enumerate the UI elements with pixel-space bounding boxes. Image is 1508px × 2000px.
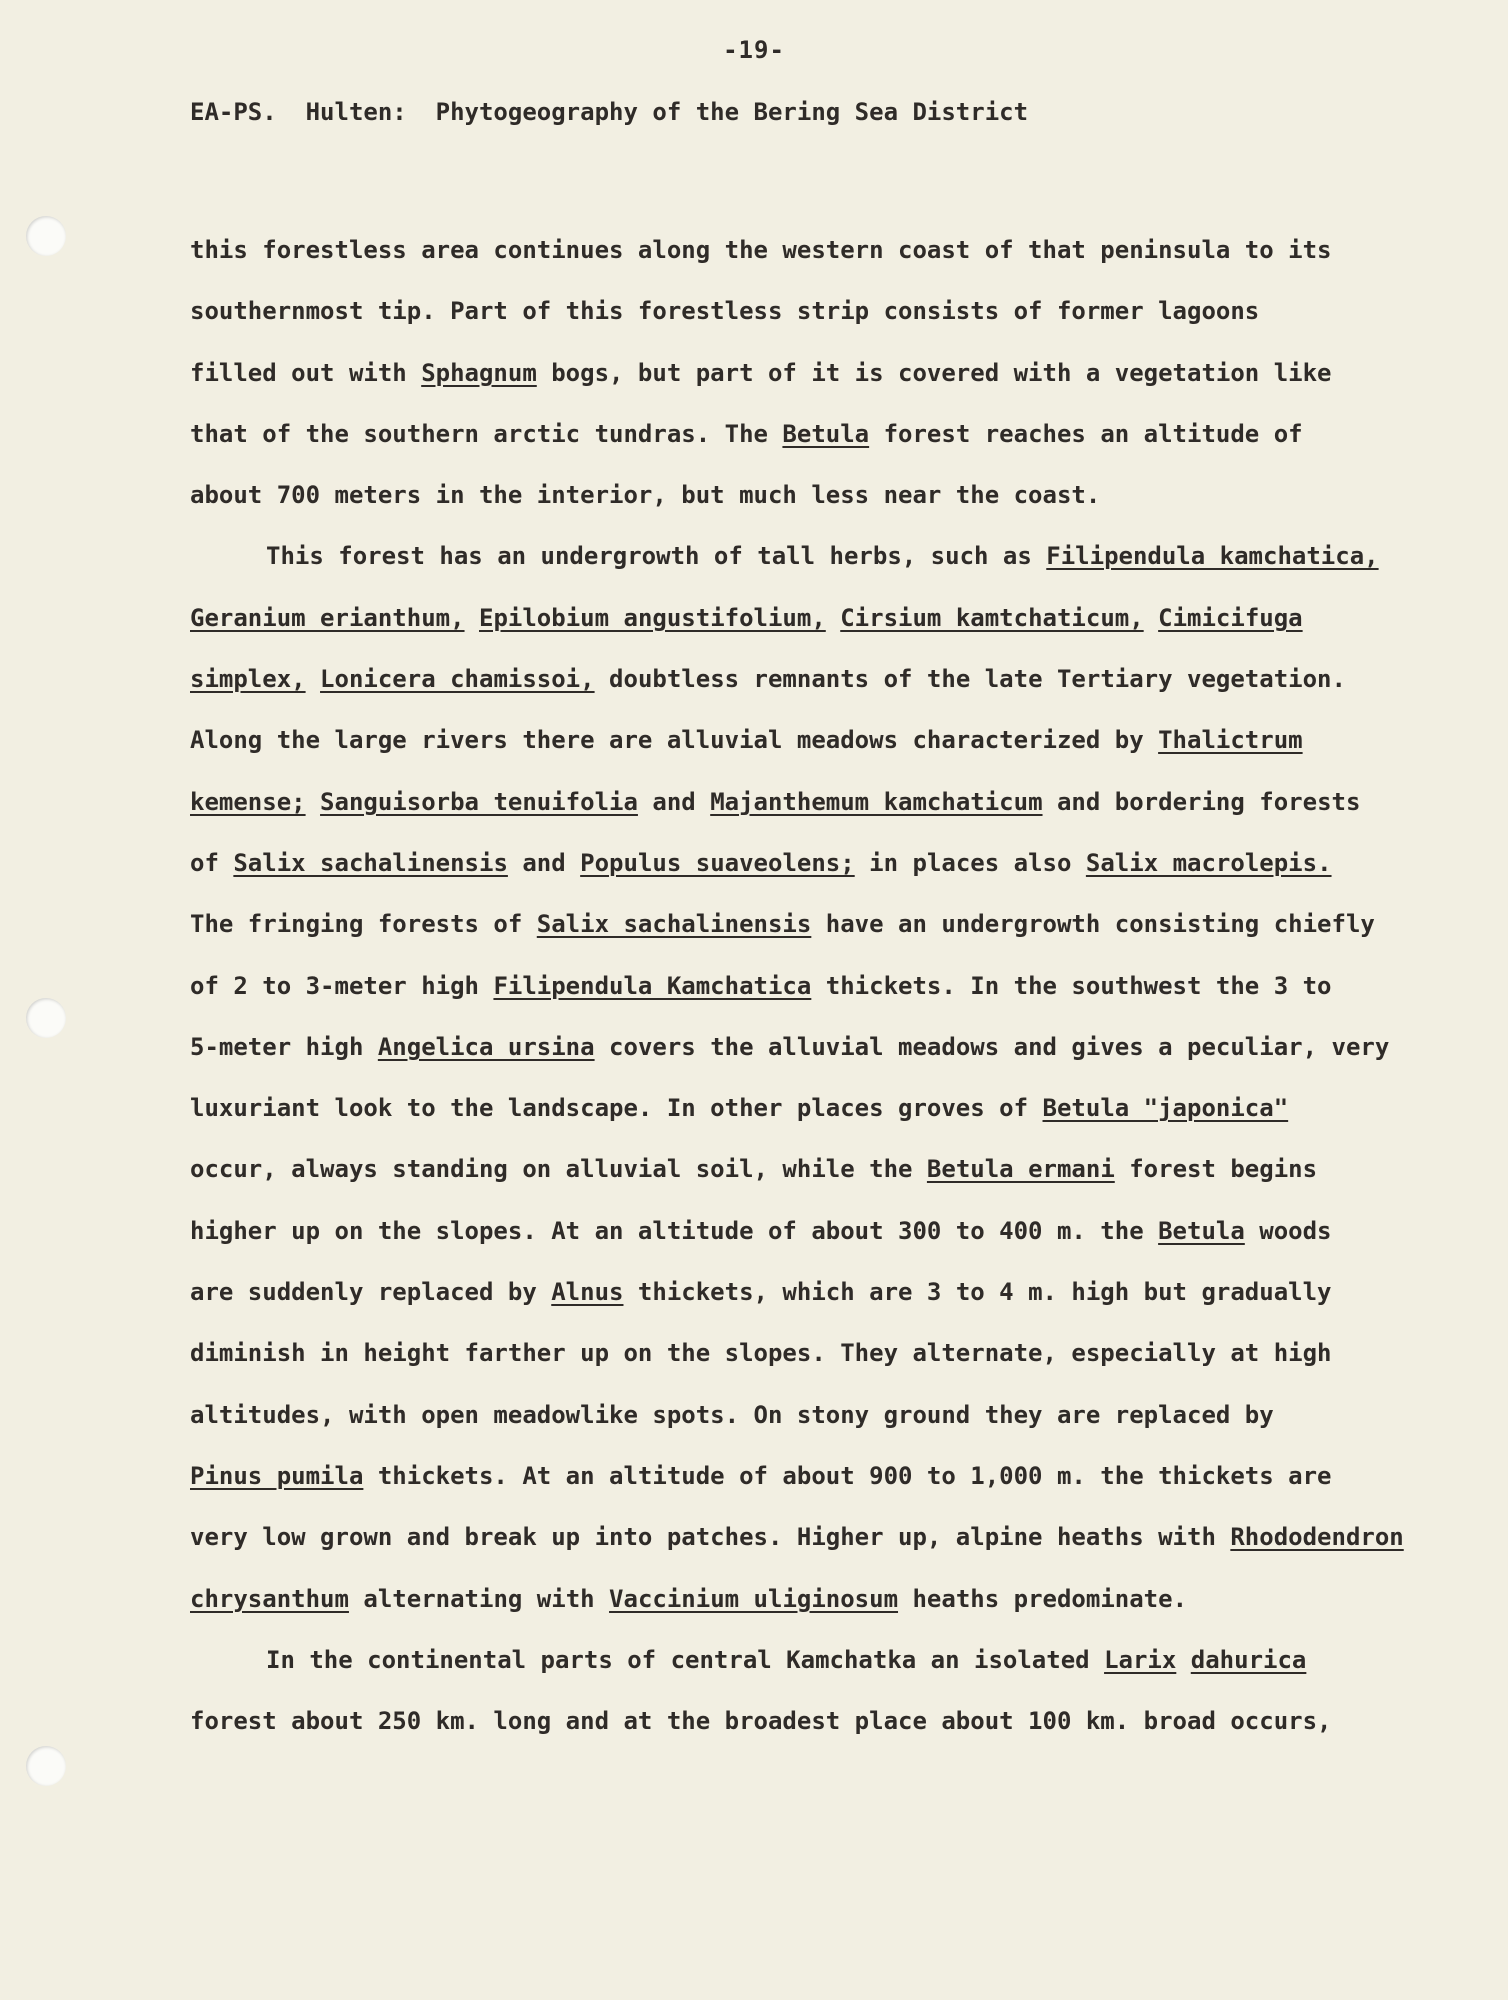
text-run: thickets. At an altitude of about 900 to 1,000 m. the thickets are: [363, 1461, 1332, 1490]
underlined-taxon: kemense;: [190, 787, 306, 816]
text-run: forest about 250 km. long and at the broadest place about 100 km. broad occurs,: [190, 1707, 1332, 1736]
underlined-taxon: Pinus pumila: [190, 1461, 364, 1490]
underlined-taxon: Betula: [782, 419, 870, 448]
text-line: [190, 1446, 1480, 1507]
text-run: higher up on the slopes. At an altitude of about 300 to 400 m. the: [190, 1216, 1159, 1245]
text-run: alternating with: [348, 1584, 610, 1613]
text-run: southernmost tip. Part of this forestless strip consists of former lagoons: [190, 297, 1260, 326]
text-line: [190, 1569, 1480, 1630]
text-line: [190, 1139, 1480, 1200]
text-run: in places also: [854, 848, 1086, 877]
text-run: have an undergrowth consisting chiefly: [811, 910, 1375, 939]
document-header: EA-PS. Hulten: Phytogeography of the Bering Sea District: [190, 98, 1029, 126]
text-run: [306, 788, 320, 816]
text-line: [190, 1201, 1480, 1262]
text-run: of 2 to 3-meter high: [190, 971, 494, 1000]
underlined-taxon: Salix macrolepis.: [1085, 848, 1332, 877]
text-run: [1176, 1646, 1190, 1674]
text-line: [190, 343, 1480, 404]
text-line: [190, 1691, 1480, 1752]
underlined-taxon: Geranium erianthum,: [190, 603, 465, 632]
underlined-taxon: Sphagnum: [421, 358, 537, 387]
text-line: [190, 1507, 1480, 1568]
text-line: [190, 588, 1480, 649]
text-line: [190, 1078, 1480, 1139]
text-run: and: [507, 848, 581, 877]
text-run: of: [190, 848, 234, 877]
text-run: The fringing forests of: [190, 910, 537, 939]
text-run: occur, always standing on alluvial soil, while the: [190, 1155, 927, 1184]
text-line: [190, 894, 1480, 955]
text-run: that of the southern arctic tundras. The: [190, 419, 783, 448]
text-run: doubtless remnants of the late Tertiary vegetation.: [594, 665, 1346, 694]
text-run: [465, 604, 479, 632]
text-line: [190, 220, 1480, 281]
underlined-taxon: Rhododendron: [1230, 1523, 1404, 1552]
underlined-taxon: Angelica ursina: [377, 1032, 595, 1061]
text-run: Along the large rivers there are alluvial meadows characterized by: [190, 726, 1159, 755]
text-run: and: [637, 787, 711, 816]
text-line: [190, 649, 1480, 710]
text-line: [190, 772, 1480, 833]
text-line: [190, 526, 1480, 587]
text-line: [190, 281, 1480, 342]
text-line: [190, 1017, 1480, 1078]
text-run: thickets, which are 3 to 4 m. high but gradually: [623, 1278, 1332, 1307]
text-line: [190, 1323, 1480, 1384]
text-run: In the continental parts of central Kamchatka an isolated: [266, 1645, 1105, 1674]
underlined-taxon: chrysanthum: [190, 1584, 349, 1613]
text-run: and bordering forests: [1042, 787, 1361, 816]
underlined-taxon: Larix: [1104, 1645, 1177, 1674]
underlined-taxon: Alnus: [551, 1278, 624, 1307]
text-line: [190, 1630, 1480, 1691]
underlined-taxon: Epilobium angustifolium,: [479, 603, 826, 632]
text-line: [190, 404, 1480, 465]
text-run: heaths predominate.: [898, 1584, 1188, 1613]
underlined-taxon: Filipendula Kamchatica: [493, 971, 812, 1000]
text-run: woods: [1244, 1216, 1332, 1245]
underlined-taxon: Salix sachalinensis: [536, 910, 812, 939]
text-run: forest reaches an altitude of: [869, 419, 1303, 448]
text-line: [190, 833, 1480, 894]
underlined-taxon: Cimicifuga: [1158, 603, 1303, 632]
underlined-taxon: Betula "japonica": [1042, 1094, 1289, 1123]
text-run: 5-meter high: [190, 1032, 378, 1061]
text-line: [190, 465, 1480, 526]
text-run: [306, 665, 320, 693]
text-run: covers the alluvial meadows and gives a peculiar, very: [594, 1032, 1390, 1061]
underlined-taxon: Betula ermani: [926, 1155, 1115, 1184]
punch-hole: [26, 216, 66, 256]
text-run: thickets. In the southwest the 3 to: [811, 971, 1332, 1000]
text-run: diminish in height farther up on the slopes. They alternate, especially at high: [190, 1339, 1332, 1368]
text-line: [190, 1262, 1480, 1323]
underlined-taxon: Cirsium kamtchaticum,: [840, 603, 1144, 632]
text-run: luxuriant look to the landscape. In other places groves of: [190, 1094, 1043, 1123]
punch-hole: [26, 1746, 66, 1786]
underlined-taxon: simplex,: [190, 665, 306, 694]
underlined-taxon: Vaccinium uliginosum: [609, 1584, 899, 1613]
text-run: bogs, but part of it is covered with a vegetation like: [536, 358, 1332, 387]
underlined-taxon: Betula: [1158, 1216, 1245, 1245]
text-line: [190, 710, 1480, 771]
underlined-taxon: Salix sachalinensis: [233, 848, 508, 877]
text-run: [1144, 604, 1158, 632]
underlined-taxon: Lonicera chamissoi,: [320, 665, 595, 694]
underlined-taxon: Sanguisorba tenuifolia: [320, 787, 638, 816]
body-text: [190, 220, 1480, 1752]
underlined-taxon: Majanthemum kamchaticum: [710, 787, 1043, 816]
text-run: altitudes, with open meadowlike spots. On stony ground they are replaced by: [190, 1400, 1274, 1429]
text-line: [190, 956, 1480, 1017]
text-run: this forestless area continues along the western coast of that peninsula to its: [190, 236, 1332, 264]
text-run: [826, 604, 840, 632]
page-number: -19-: [723, 36, 785, 64]
text-run: are suddenly replaced by: [190, 1278, 552, 1307]
text-run: forest begins: [1114, 1155, 1318, 1184]
underlined-taxon: dahurica: [1190, 1645, 1307, 1674]
punch-hole: [26, 998, 66, 1038]
text-run: about 700 meters in the interior, but much less near the coast.: [190, 481, 1101, 510]
text-run: filled out with: [190, 358, 422, 387]
underlined-taxon: Thalictrum: [1158, 726, 1303, 755]
underlined-taxon: Filipendula kamchatica,: [1046, 542, 1379, 571]
text-run: This forest has an undergrowth of tall herbs, such as: [266, 542, 1047, 571]
text-run: very low grown and break up into patches. Higher up, alpine heaths with: [190, 1523, 1231, 1552]
underlined-taxon: Populus suaveolens;: [580, 848, 855, 877]
text-line: [190, 1385, 1480, 1446]
